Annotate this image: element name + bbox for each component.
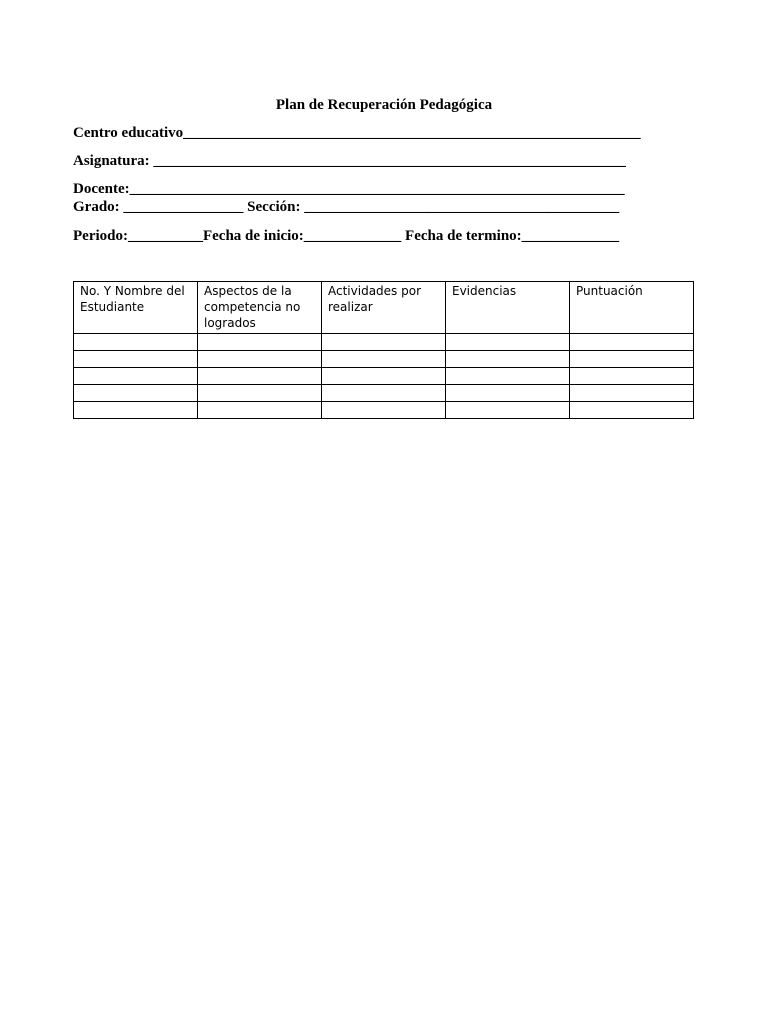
header-estudiante: No. Y Nombre del Estudiante [74, 282, 198, 334]
table-cell [74, 385, 198, 402]
table-cell [446, 385, 570, 402]
table-cell [74, 402, 198, 419]
table-cell [570, 402, 694, 419]
header-puntuacion: Puntuación [570, 282, 694, 334]
field-periodo-fechas: Periodo:__________Fecha de inicio:_____________ Fecha de termino:_____________ [73, 228, 620, 244]
table-cell [322, 402, 446, 419]
table-cell [446, 351, 570, 368]
table-row [74, 402, 694, 419]
table-cell [198, 351, 322, 368]
table-cell [198, 368, 322, 385]
field-centro-educativo: Centro educativo_____________________________________________________________ [73, 125, 641, 141]
table-cell [74, 351, 198, 368]
table-cell [322, 368, 446, 385]
table-row [74, 368, 694, 385]
table-row [74, 334, 694, 351]
table-cell [74, 334, 198, 351]
table-cell [570, 351, 694, 368]
table-row [74, 385, 694, 402]
table-cell [198, 334, 322, 351]
table-row [74, 351, 694, 368]
field-grado-seccion: Grado: ________________ Sección: __________________________________________ [73, 199, 620, 215]
table-cell [446, 402, 570, 419]
recovery-plan-table [73, 281, 694, 419]
field-docente: Docente:__________________________________________________________________ [73, 181, 625, 197]
table-cell [322, 385, 446, 402]
table-cell [322, 351, 446, 368]
table-cell [74, 368, 198, 385]
table-cell [570, 368, 694, 385]
table-cell [570, 334, 694, 351]
header-evidencias: Evidencias [446, 282, 570, 334]
table-cell [446, 334, 570, 351]
table-cell [322, 334, 446, 351]
header-actividades: Actividades por realizar [322, 282, 446, 334]
table-cell [198, 385, 322, 402]
table-cell [198, 402, 322, 419]
table-header-row [74, 282, 694, 334]
header-aspectos: Aspectos de la competencia no logrados [198, 282, 322, 334]
page-title: Plan de Recuperación Pedagógica [275, 97, 493, 113]
field-asignatura: Asignatura: _______________________________________________________________ [73, 153, 626, 169]
table-cell [570, 385, 694, 402]
table-cell [446, 368, 570, 385]
